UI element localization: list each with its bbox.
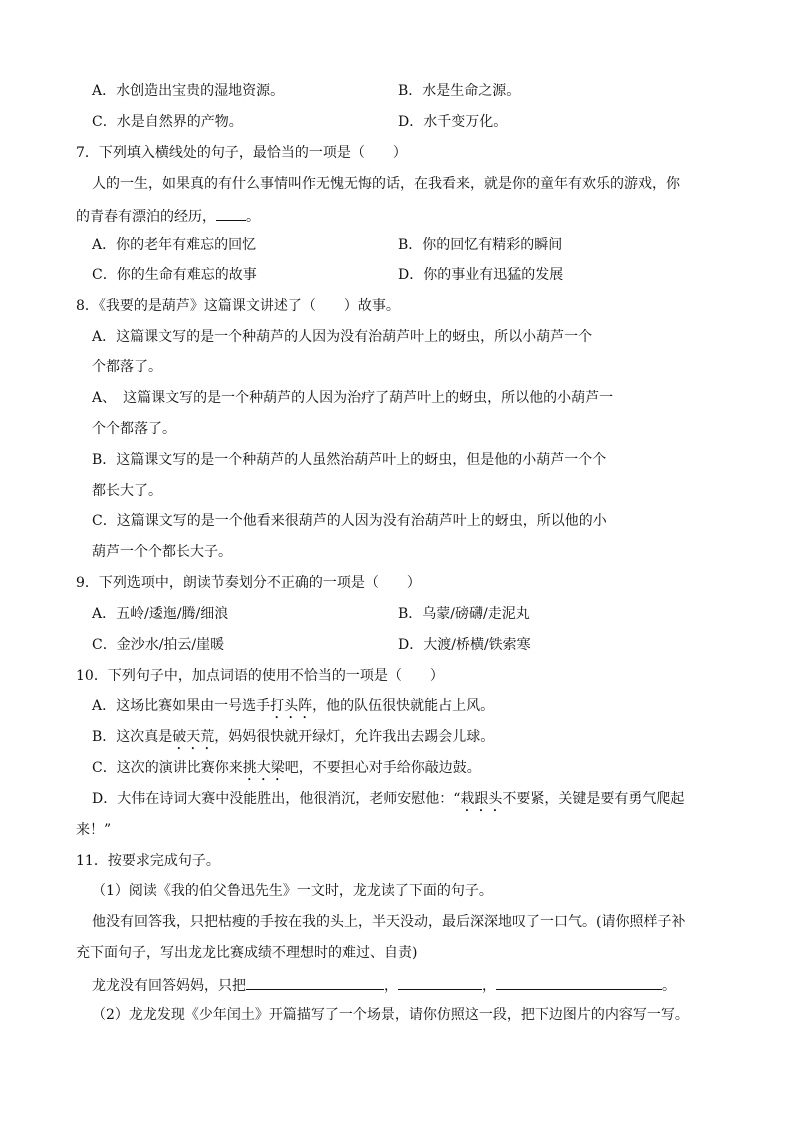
q11-answer-comma-1: ， <box>384 978 398 994</box>
q8-option-b-line2: 都长大了。 <box>92 483 162 499</box>
q7-fill-blank[interactable] <box>216 206 246 221</box>
q6-option-a: A．水创造出宝贵的湿地资源。 <box>92 83 285 99</box>
q11-answer-pre: 龙龙没有回答妈妈，只把 <box>92 978 246 994</box>
q8-stem: 8．《我要的是葫芦》这篇课文讲述了（ ）故事。 <box>76 298 400 314</box>
q8-option-a1-line2: 个都落了。 <box>92 359 162 375</box>
q11-part1-prompt: （1）阅读《我的伯父鲁迅先生》一文时，龙龙读了下面的句子。 <box>92 883 493 899</box>
q10-b-pre: B．这次真是 <box>92 729 173 745</box>
q10-b-dotted-phrase: 破天荒 <box>172 729 215 745</box>
q10-d-dotted-phrase: 栽跟头 <box>460 791 503 807</box>
q6-option-d: D．水千变万化。 <box>398 114 508 130</box>
q9-stem: 9．下列选项中，朗读节奏划分不正确的一项是（ ） <box>76 575 421 591</box>
q10-c-pre: C．这次的演讲比赛你来 <box>92 760 243 776</box>
q9-option-c: C．金沙水/拍云/崖暖 <box>92 637 225 653</box>
q10-option-b <box>92 728 494 753</box>
q10-b-post: ，妈妈很快就开绿灯，允许我出去踢会儿球。 <box>214 729 495 745</box>
q10-option-c <box>92 759 481 784</box>
q7-option-d: D．你的事业有迅猛的发展 <box>398 267 564 283</box>
q6-option-b: B．水是生命之源。 <box>398 83 521 99</box>
q7-stem: 7．下列填入横线处的句子，最恰当的一项是（ ） <box>76 145 407 161</box>
q10-d-pre: D．大伟在诗词大赛中没能胜出，他很消沉，老师安慰他：“ <box>92 791 461 807</box>
q10-a-post: ，他的队伍很快就能占上风。 <box>312 698 495 714</box>
q9-option-a: A．五岭/逶迤/腾/细浪 <box>92 606 229 622</box>
q11-quote-line1: 他没有回答我，只把枯瘦的手按在我的头上，半天没动，最后深深地叹了一口气。(请你照样子补 <box>92 914 686 930</box>
q10-stem: 10．下列句子中，加点词语的使用不恰当的一项是（ ） <box>76 668 444 684</box>
q7-passage-end: 。 <box>246 209 260 225</box>
q10-a-dotted-phrase: 打头阵 <box>270 698 313 714</box>
q8-option-a1-line1: A．这篇课文写的是一个种葫芦的人因为没有治葫芦叶上的蚜虫，所以小葫芦一个 <box>92 329 593 345</box>
q11-part2-prompt: （2）龙龙发现《少年闰土》开篇描写了一个场景，请你仿照这一段，把下边图片的内容写一写。 <box>92 1007 689 1023</box>
q10-d-post: 不要紧，关键是要有勇气爬起 <box>502 791 685 807</box>
q7-passage-line2 <box>76 206 260 226</box>
q10-option-a <box>92 697 494 722</box>
q9-option-d: D．大渡/桥横/铁索寒 <box>398 637 531 653</box>
q11-answer-line <box>92 975 676 995</box>
q7-option-c: C．你的生命有难忘的故事 <box>92 267 257 283</box>
q8-option-a2-line2: 个个都落了。 <box>92 421 176 437</box>
q8-option-c-line1: C．这篇课文写的是一个他看来很葫芦的人因为没有治葫芦叶上的蚜虫，所以他的小 <box>92 513 607 529</box>
q11-answer-blank-1[interactable] <box>246 975 384 990</box>
q10-a-pre: A．这场比赛如果由一号选手 <box>92 698 271 714</box>
q6-option-c: C．水是自然界的产物。 <box>92 114 243 130</box>
q11-answer-comma-2: ， <box>482 978 496 994</box>
q7-option-a: A．你的老年有难忘的回忆 <box>92 237 257 253</box>
q10-option-d-line2: 来！” <box>76 822 112 838</box>
q11-quote-line2: 充下面句子，写出龙龙比赛成绩不理想时的难过、自责) <box>76 945 418 961</box>
q11-answer-blank-3[interactable] <box>496 975 662 990</box>
q8-option-b-line1: B．这篇课文写的是一个种葫芦的人虽然治葫芦叶上的蚜虫，但是他的小葫芦一个个 <box>92 452 607 468</box>
q8-option-c-line2: 葫芦一个个都长大子。 <box>92 544 232 560</box>
q8-option-a2-line1: A、 这篇课文写的是一个种葫芦的人因为治疗了葫芦叶上的蚜虫，所以他的小葫芦一 <box>92 390 614 406</box>
q11-answer-period: 。 <box>662 978 676 994</box>
q10-c-post: 吧，不要担心对手给你敲边鼓。 <box>284 760 481 776</box>
q10-option-d <box>92 790 684 815</box>
q11-stem: 11．按要求完成句子。 <box>76 853 220 869</box>
q7-passage-text: 的青春有漂泊的经历， <box>76 209 216 225</box>
q7-option-b: B．你的回忆有精彩的瞬间 <box>398 237 563 253</box>
q11-answer-blank-2[interactable] <box>398 975 482 990</box>
q10-c-dotted-phrase: 挑大梁 <box>242 760 285 776</box>
q7-passage-line1: 人的一生，如果真的有什么事情叫作无愧无悔的话，在我看来，就是你的童年有欢乐的游戏，你 <box>92 176 680 192</box>
q9-option-b: B．乌蒙/磅礴/走泥丸 <box>398 606 530 622</box>
